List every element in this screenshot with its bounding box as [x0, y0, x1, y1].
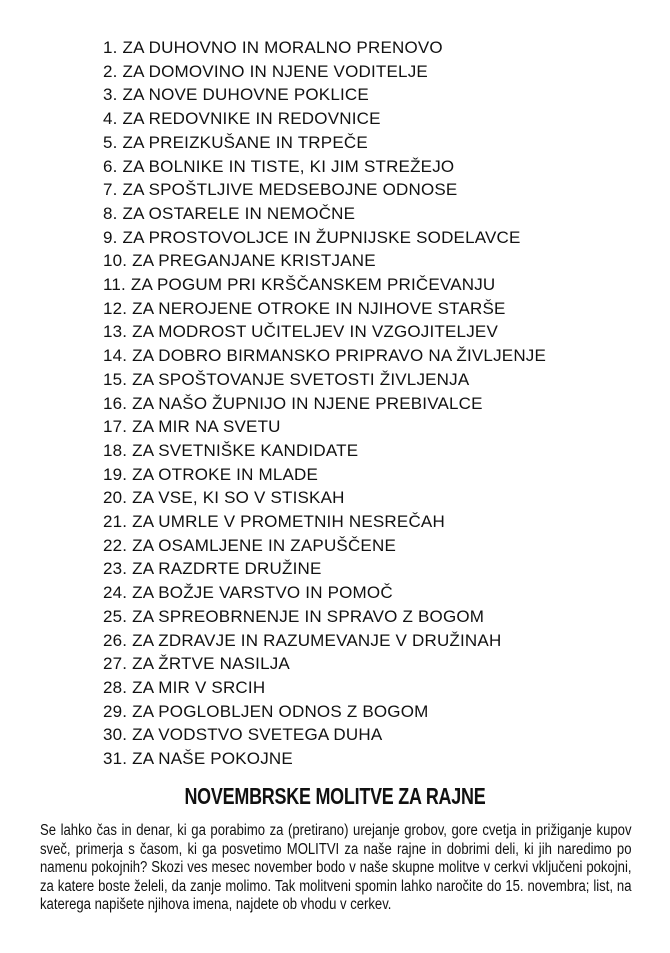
section-heading [0, 783, 670, 809]
list-item: 1. ZA DUHOVNO IN MORALNO PRENOVO [103, 38, 443, 57]
list-item: 20. ZA VSE, KI SO V STISKAH [103, 488, 345, 508]
list-item: 30. ZA VODSTVO SVETEGA DUHA [103, 725, 383, 745]
list-item: 12. ZA NEROJENE OTROKE IN NJIHOVE STARŠE [103, 298, 506, 318]
body-paragraph: Se lahko čas in denar, ki ga porabimo za (pretirano) urejanje grobov, gore cvetja in prižiganje kupov sveč, primerja s časom, ki ga posvetimo MOLITVI za naše rajne in dobrimi deli, ki jih naredimo po namenu pokojnih? Skozi ves mesec november bodo v naše skupne molitve v cerkvi vključeni pokojni, za katere boste želeli, da zanje molimo. Tak molitveni spomin lahko naročite do 15. novembra; list, na katerega napišete njihova imena, najdete ob vhodu v cerkev. [40, 822, 632, 913]
list-item: 6. ZA BOLNIKE IN TISTE, KI JIM STREŽEJO [103, 156, 455, 176]
list-item: 24. ZA BOŽJE VARSTVO IN POMOČ [103, 583, 393, 603]
list-item: 8. ZA OSTARELE IN NEMOČNE [103, 203, 356, 223]
list-item: 19. ZA OTROKE IN MLADE [103, 464, 319, 484]
list-item: 25. ZA SPREOBRNENJE IN SPRAVO Z BOGOM [103, 606, 485, 626]
list-item: 9. ZA PROSTOVOLJCE IN ŽUPNIJSKE SODELAVCE [103, 227, 521, 247]
list-item: 16. ZA NAŠO ŽUPNIJO IN NJENE PREBIVALCE [103, 393, 483, 413]
list-item: 27. ZA ŽRTVE NASILJA [103, 654, 290, 674]
prayer-intentions-list [103, 36, 546, 771]
list-item: 4. ZA REDOVNIKE IN REDOVNICE [103, 109, 381, 129]
list-item: 13. ZA MODROST UČITELJEV IN VZGOJITELJEV [103, 322, 498, 342]
list-item: 2. ZA DOMOVINO IN NJENE VODITELJE [103, 61, 428, 81]
list-item: 18. ZA SVETNIŠKE KANDIDATE [103, 440, 359, 460]
list-item: 29. ZA POGLOBLJEN ODNOS Z BOGOM [103, 701, 429, 721]
list-item: 31. ZA NAŠE POKOJNE [103, 749, 293, 769]
list-item: 26. ZA ZDRAVJE IN RAZUMEVANJE V DRUŽINAH [103, 630, 502, 650]
list-item: 21. ZA UMRLE V PROMETNIH NESREČAH [103, 512, 445, 532]
list-item: 22. ZA OSAMLJENE IN ZAPUŠČENE [103, 535, 396, 555]
list-item: 3. ZA NOVE DUHOVNE POKLICE [103, 85, 369, 105]
list-item: 14. ZA DOBRO BIRMANSKO PRIPRAVO NA ŽIVLJENJE [103, 346, 547, 366]
list-item: 15. ZA SPOŠTOVANJE SVETOSTI ŽIVLJENJA [103, 369, 470, 389]
list-item: 17. ZA MIR NA SVETU [103, 417, 281, 437]
list-item: 7. ZA SPOŠTLJIVE MEDSEBOJNE ODNOSE [103, 180, 458, 200]
list-item: 10. ZA PREGANJANE KRISTJANE [103, 251, 376, 271]
section-heading-text: NOVEMBRSKE MOLITVE ZA RAJNE [184, 783, 486, 809]
list-item: 5. ZA PREIZKUŠANE IN TRPEČE [103, 132, 368, 152]
list-item: 28. ZA MIR V SRCIH [103, 677, 266, 697]
list-item: 23. ZA RAZDRTE DRUŽINE [103, 559, 322, 579]
list-item: 11. ZA POGUM PRI KRŠČANSKEM PRIČEVANJU [103, 275, 496, 295]
